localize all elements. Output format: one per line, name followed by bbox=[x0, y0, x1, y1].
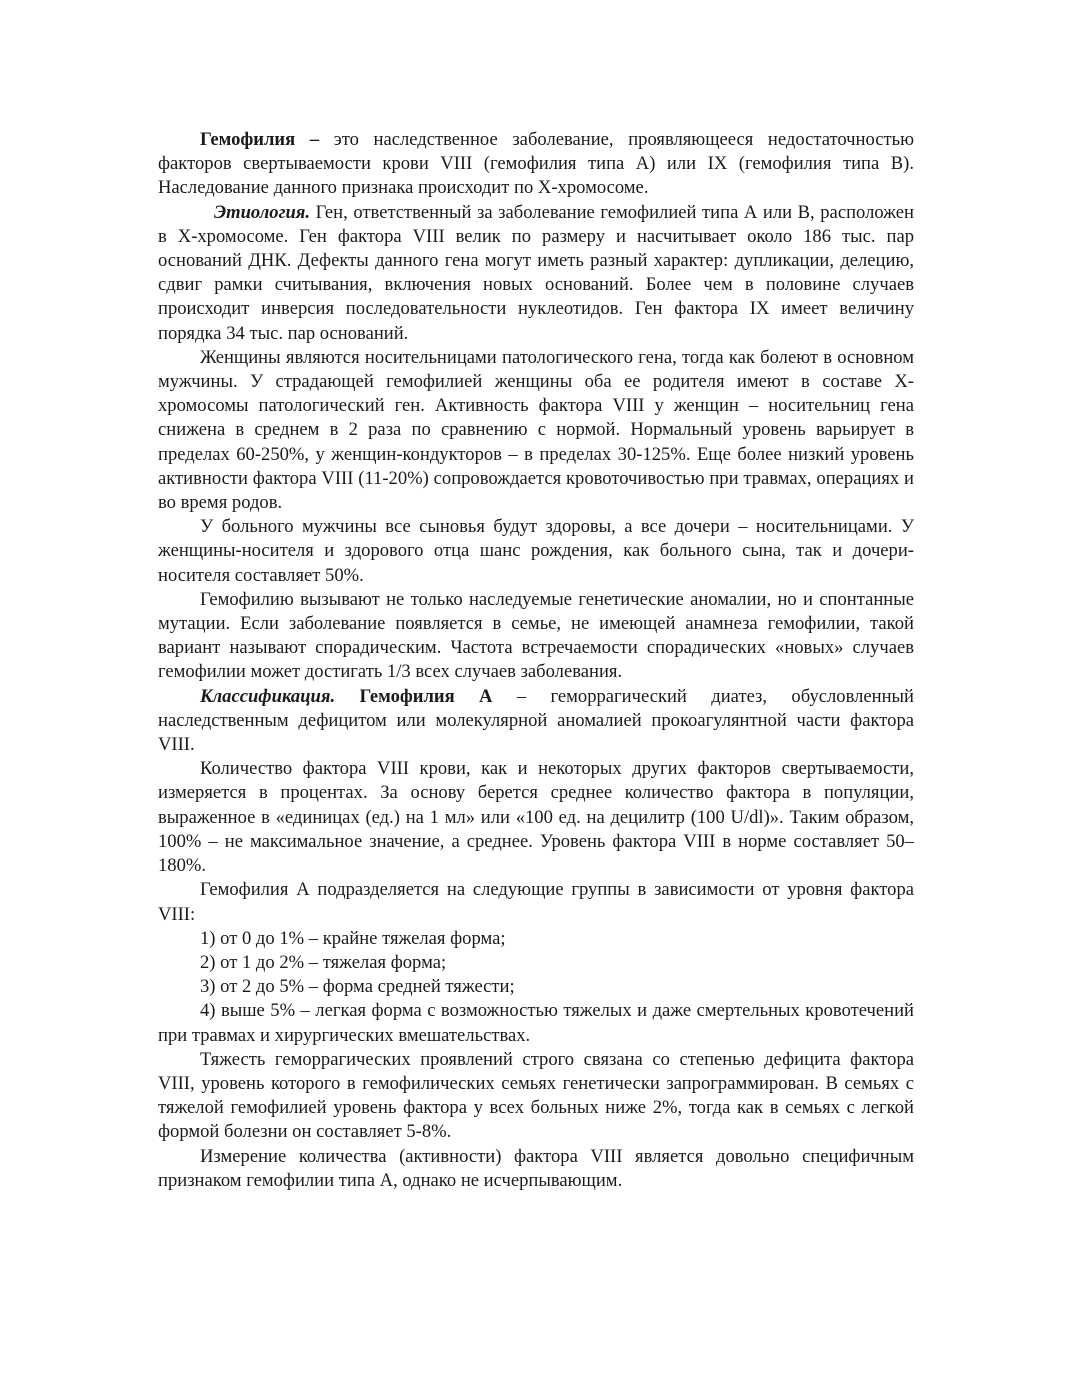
heading-etiology: Этиология. bbox=[214, 201, 311, 223]
classification-text: – геморрагический диатез, обусловленный наследственным дефицитом или молекулярной аномалией прокоагулянтной части фактора VIII. bbox=[158, 685, 914, 756]
etiology-text: Ген, ответственный за заболевание гемофилией типа А или В, расположен в Х-хромосоме. Ген фактора VIII велик по размеру и насчитывает около 186 тыс. пар оснований ДНК. Дефекты данного гена могут иметь разный характер: дупликации, делецию, сдвиг рамки считывания, включения новых оснований. Более чем в половине случаев происходит инверсия последовательности нуклеотидов. Ген фактора IX имеет величину порядка 34 тыс. пар оснований. bbox=[158, 201, 914, 344]
paragraph-definition bbox=[158, 128, 914, 201]
list-item: 1) от 0 до 1% – крайне тяжелая форма; bbox=[200, 927, 506, 949]
document-page bbox=[158, 128, 914, 1193]
definition-text: это наследственное заболевание, проявляющееся недостаточностью факторов свертываемости крови VIII (гемофилия типа А) или IX (гемофилия типа В). Наследование данного признака происходит по Х-хромосоме. bbox=[158, 129, 914, 199]
paragraph-classification bbox=[158, 685, 914, 758]
paragraph-severity: Тяжесть геморрагических проявлений строго связана со степенью дефицита фактора VIII, уровень которого в гемофилических семьях генетически запрограммирован. В семьях с тяжелой гемофилией уровень фактора у всех больных ниже 2%, тогда как в семьях с легкой формой болезни он составляет 5-8%. bbox=[158, 1048, 914, 1143]
paragraph-carriers: Женщины являются носительницами патологического гена, тогда как болеют в основном мужчины. У страдающей гемофилией женщины оба ее родителя имеют в составе Х-хромосомы патологический ген. Активность фактора VIII у женщин – носительниц гена снижена в среднем в 2 раза по сравнению с нормой. Нормальный уровень варьирует в пределах 60-250%, у женщин-кондукторов – в пределах 30-125%. Еще более низкий уровень активности фактора VIII (11-20%) сопровождается кровоточивостью при травмах, операциях и во время родов. bbox=[158, 346, 914, 514]
paragraph-groups-intro: Гемофилия А подразделяется на следующие группы в зависимости от уровня фактора VIII: bbox=[158, 879, 914, 925]
term-hemophilia: Гемофилия bbox=[200, 129, 296, 150]
paragraph-measurement: Измерение количества (активности) фактора VIII является довольно специфичным признаком гемофилии типа А, однако не исчерпывающим. bbox=[158, 1145, 914, 1191]
paragraph-etiology bbox=[158, 201, 914, 346]
paragraph-factor-amount: Количество фактора VIII крови, как и некоторых других факторов свертываемости, измеряется в процентах. За основу берется среднее количество фактора в популяции, выраженное в «единицах (ед.) на 1 мл» или «100 ед. на децилитр (100 U/dl)». Таким образом, 100% – не максимальное значение, а среднее. Уровень фактора VIII в норме составляет 50–180%. bbox=[158, 758, 914, 877]
list-item: 4) выше 5% – легкая форма с возможностью тяжелых и даже смертельных кровотечений при травмах и хирургических вмешательствах. bbox=[158, 1000, 914, 1046]
list-item: 3) от 2 до 5% – форма средней тяжести; bbox=[200, 976, 515, 998]
list-item: 2) от 1 до 2% – тяжелая форма; bbox=[200, 951, 447, 973]
term-hemophilia-a: Гемофилия А bbox=[335, 685, 493, 707]
paragraph-mutations: Гемофилию вызывают не только наследуемые генетические аномалии, но и спонтанные мутации. Если заболевание появляется в семье, не имеющей анамнеза гемофилии, такой вариант называют спорадическим. Частота встречаемости спорадических «новых» случаев гемофилии может достигать 1/3 всех случаев заболевания. bbox=[158, 588, 914, 683]
paragraph-inheritance: У больного мужчины все сыновья будут здоровы, а все дочери – носительницами. У женщины-носителя и здорового отца шанс рождения, как больного сына, так и дочери-носителя составляет 50%. bbox=[158, 516, 914, 586]
term-dash: – bbox=[295, 129, 334, 150]
heading-classification: Классификация. bbox=[200, 685, 336, 707]
